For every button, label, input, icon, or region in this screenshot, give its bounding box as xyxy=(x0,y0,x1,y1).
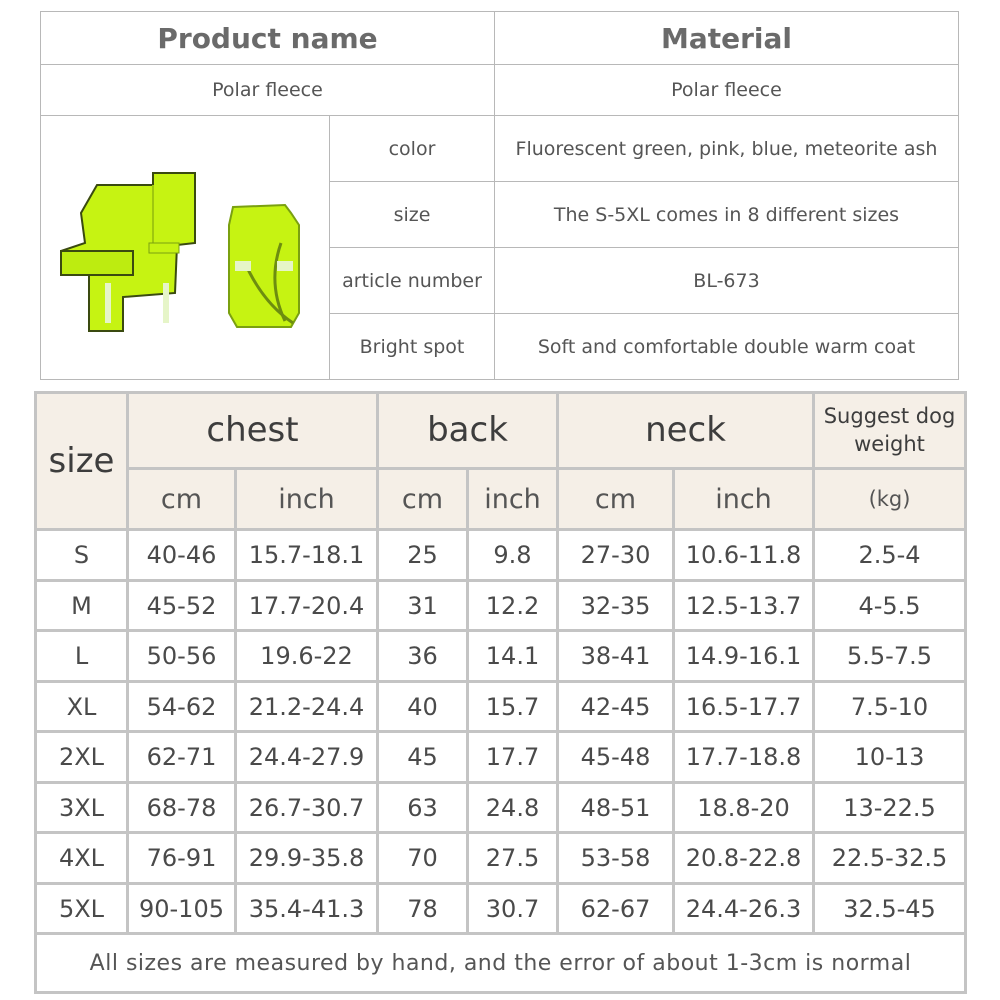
product-name-value: Polar fleece xyxy=(41,65,495,116)
bright-spot-value: Soft and comfortable double warm coat xyxy=(495,314,959,380)
product-name-header: Product name xyxy=(41,12,495,65)
table-cell: 62-71 xyxy=(128,732,236,783)
table-cell: 27-30 xyxy=(558,530,674,581)
table-cell: 62-67 xyxy=(558,883,674,934)
size-label: size xyxy=(330,182,495,248)
dog-coat-image xyxy=(45,133,325,363)
unit-header: cm xyxy=(378,468,468,530)
large-coat-graphic xyxy=(61,173,195,331)
table-cell: 15.7 xyxy=(468,681,558,732)
table-cell: 31 xyxy=(378,580,468,631)
article-number-label: article number xyxy=(330,248,495,314)
material-value: Polar fleece xyxy=(495,65,959,116)
color-value: Fluorescent green, pink, blue, meteorite ash xyxy=(495,116,959,182)
material-header: Material xyxy=(495,12,959,65)
back-header: back xyxy=(378,393,558,469)
table-cell: 54-62 xyxy=(128,681,236,732)
table-cell: 10.6-11.8 xyxy=(674,530,814,581)
table-row xyxy=(36,833,966,884)
table-row xyxy=(36,530,966,581)
table-cell: 63 xyxy=(378,782,468,833)
table-cell: 90-105 xyxy=(128,883,236,934)
table-row xyxy=(36,681,966,732)
table-cell: 32.5-45 xyxy=(814,883,966,934)
table-cell: 38-41 xyxy=(558,631,674,682)
table-cell: 78 xyxy=(378,883,468,934)
table-cell: 25 xyxy=(378,530,468,581)
size-column-header: size xyxy=(36,393,128,530)
table-cell: 16.5-17.7 xyxy=(674,681,814,732)
unit-header: inch xyxy=(236,468,378,530)
table-cell: 35.4-41.3 xyxy=(236,883,378,934)
table-cell: 40 xyxy=(378,681,468,732)
table-row xyxy=(36,631,966,682)
weight-unit-header: (kg) xyxy=(814,468,966,530)
table-cell: 2.5-4 xyxy=(814,530,966,581)
neck-header: neck xyxy=(558,393,814,469)
size-label-cell: 4XL xyxy=(36,833,128,884)
table-cell: 9.8 xyxy=(468,530,558,581)
size-chart-table xyxy=(34,391,967,994)
size-label-cell: 2XL xyxy=(36,732,128,783)
table-cell: 50-56 xyxy=(128,631,236,682)
size-label-cell: 3XL xyxy=(36,782,128,833)
table-cell: 42-45 xyxy=(558,681,674,732)
table-row xyxy=(36,883,966,934)
measurement-footnote: All sizes are measured by hand, and the error of about 1-3cm is normal xyxy=(36,934,966,993)
table-cell: 19.6-22 xyxy=(236,631,378,682)
chest-header: chest xyxy=(128,393,378,469)
unit-header: cm xyxy=(558,468,674,530)
size-rows xyxy=(36,530,966,934)
table-cell: 24.8 xyxy=(468,782,558,833)
table-cell: 24.4-26.3 xyxy=(674,883,814,934)
table-cell: 76-91 xyxy=(128,833,236,884)
table-cell: 68-78 xyxy=(128,782,236,833)
product-photo xyxy=(41,116,330,380)
article-number-value: BL-673 xyxy=(495,248,959,314)
table-cell: 14.1 xyxy=(468,631,558,682)
product-info-table xyxy=(40,11,959,380)
unit-header: inch xyxy=(468,468,558,530)
weight-header: Suggest dog weight xyxy=(814,393,966,469)
table-cell: 53-58 xyxy=(558,833,674,884)
table-cell: 45-52 xyxy=(128,580,236,631)
table-cell: 13-22.5 xyxy=(814,782,966,833)
table-cell: 7.5-10 xyxy=(814,681,966,732)
table-cell: 32-35 xyxy=(558,580,674,631)
table-cell: 17.7-20.4 xyxy=(236,580,378,631)
table-cell: 14.9-16.1 xyxy=(674,631,814,682)
size-label-cell: 5XL xyxy=(36,883,128,934)
small-coat-graphic xyxy=(229,205,299,327)
table-cell: 15.7-18.1 xyxy=(236,530,378,581)
bright-spot-label: Bright spot xyxy=(330,314,495,380)
table-cell: 45 xyxy=(378,732,468,783)
table-cell: 22.5-32.5 xyxy=(814,833,966,884)
table-cell: 12.5-13.7 xyxy=(674,580,814,631)
table-cell: 5.5-7.5 xyxy=(814,631,966,682)
table-cell: 26.7-30.7 xyxy=(236,782,378,833)
table-cell: 40-46 xyxy=(128,530,236,581)
table-cell: 4-5.5 xyxy=(814,580,966,631)
table-row xyxy=(36,732,966,783)
size-label-cell: S xyxy=(36,530,128,581)
table-cell: 20.8-22.8 xyxy=(674,833,814,884)
table-cell: 27.5 xyxy=(468,833,558,884)
color-label: color xyxy=(330,116,495,182)
table-cell: 24.4-27.9 xyxy=(236,732,378,783)
size-label-cell: XL xyxy=(36,681,128,732)
unit-header: cm xyxy=(128,468,236,530)
size-label-cell: M xyxy=(36,580,128,631)
table-cell: 17.7 xyxy=(468,732,558,783)
table-cell: 45-48 xyxy=(558,732,674,783)
table-cell: 21.2-24.4 xyxy=(236,681,378,732)
table-cell: 29.9-35.8 xyxy=(236,833,378,884)
table-cell: 17.7-18.8 xyxy=(674,732,814,783)
table-cell: 12.2 xyxy=(468,580,558,631)
table-cell: 48-51 xyxy=(558,782,674,833)
table-cell: 36 xyxy=(378,631,468,682)
table-cell: 70 xyxy=(378,833,468,884)
table-cell: 18.8-20 xyxy=(674,782,814,833)
table-cell: 30.7 xyxy=(468,883,558,934)
unit-header: inch xyxy=(674,468,814,530)
size-value: The S-5XL comes in 8 different sizes xyxy=(495,182,959,248)
table-cell: 10-13 xyxy=(814,732,966,783)
table-row xyxy=(36,580,966,631)
size-label-cell: L xyxy=(36,631,128,682)
table-row xyxy=(36,782,966,833)
